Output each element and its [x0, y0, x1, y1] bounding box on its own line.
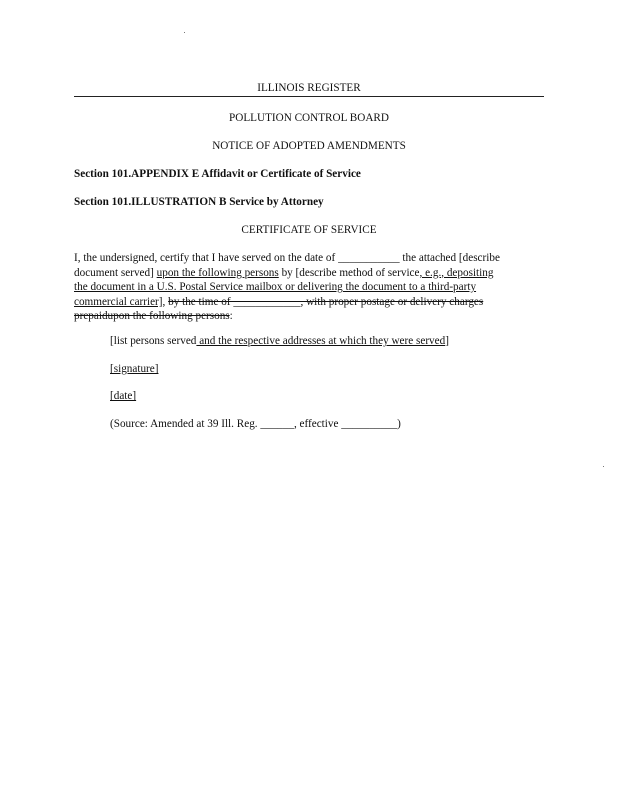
text-run: : — [229, 310, 233, 323]
inserted-text: commercial carrier] — [74, 295, 163, 308]
section-appendix-heading: Section 101.APPENDIX E Affidavit or Certificate of Service — [74, 168, 361, 180]
deleted-text: prepaidupon the following persons — [74, 310, 230, 323]
source-note: (Source: Amended at 39 Ill. Reg. ______, effective __________) — [110, 418, 401, 430]
date-blank: ___________ — [338, 252, 400, 264]
text-run: document served] — [74, 266, 157, 279]
certificate-paragraph — [74, 251, 548, 324]
text-run: I, the undersigned, certify that I have served on the date of — [74, 252, 339, 264]
text-run: [list persons served — [110, 335, 197, 347]
signature-line — [110, 363, 158, 376]
text-run: ] — [445, 335, 449, 347]
text-run: the attached [describe — [399, 252, 500, 264]
scan-speck — [184, 32, 185, 33]
paragraph-line-5 — [74, 309, 548, 324]
paragraph-line-3 — [74, 280, 548, 295]
paragraph-line-2 — [74, 266, 548, 281]
paragraph-line-4 — [74, 295, 548, 310]
inserted-text: the document in a U.S. Postal Service mailbox or delivering the document to a third-party — [74, 281, 477, 294]
text-run: , — [162, 295, 169, 308]
certificate-heading: CERTIFICATE OF SERVICE — [241, 224, 377, 236]
inserted-text: [signature] — [110, 363, 159, 375]
agency-title: POLLUTION CONTROL BOARD — [229, 112, 389, 124]
date-line — [110, 390, 136, 403]
scan-speck — [603, 466, 604, 467]
inserted-text: , e.g., depositing — [419, 266, 494, 279]
register-header: ILLINOIS REGISTER — [74, 82, 544, 97]
paragraph-line-1 — [74, 251, 548, 266]
notice-title: NOTICE OF ADOPTED AMENDMENTS — [212, 140, 406, 152]
section-illustration-heading: Section 101.ILLUSTRATION B Service by Attorney — [74, 196, 324, 208]
deleted-text: by the time of ____________, with proper postage or delivery charges — [168, 295, 484, 308]
inserted-text: upon the following persons — [156, 266, 279, 279]
list-persons-line — [110, 335, 449, 348]
text-run: by [describe method of service — [278, 266, 420, 279]
inserted-text: and the respective addresses at which they were served — [196, 335, 446, 347]
inserted-text: [date] — [110, 390, 137, 402]
